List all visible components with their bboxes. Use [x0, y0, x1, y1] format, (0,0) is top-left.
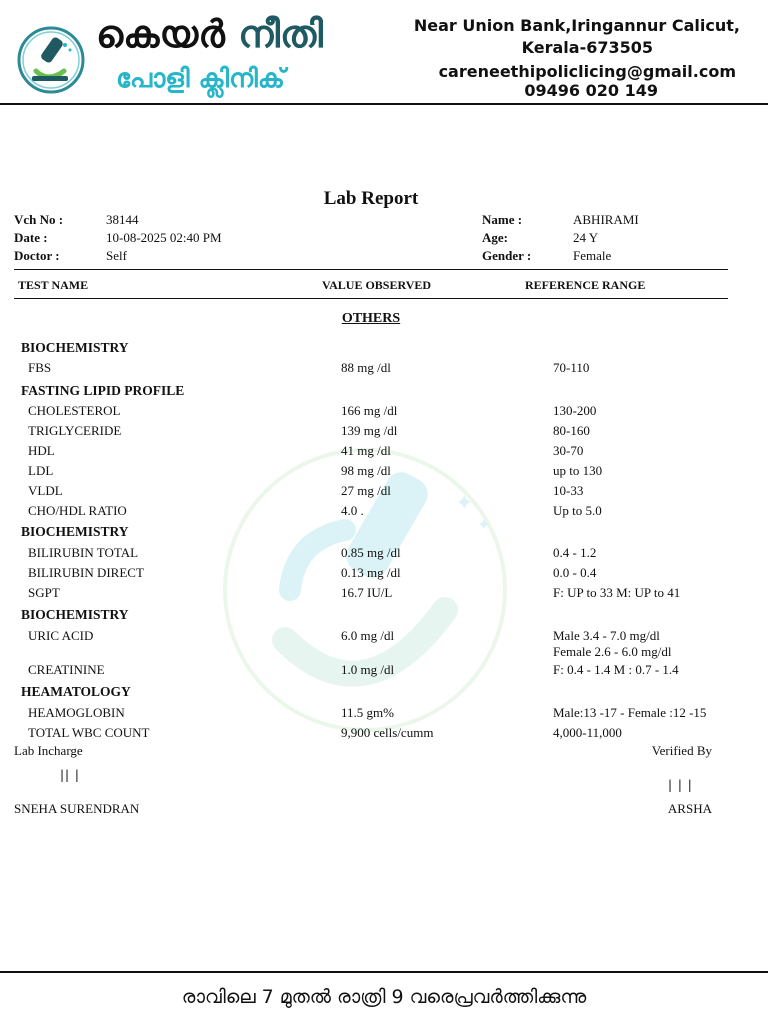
- date-value: 10-08-2025 02:40 PM: [106, 230, 222, 245]
- test-name: FBS: [28, 360, 52, 375]
- test-reference: 0.4 - 1.2: [553, 545, 597, 560]
- test-value: 139 mg /dl: [341, 423, 398, 438]
- section-heading: FASTING LIPID PROFILE: [21, 383, 185, 398]
- test-value: 9,900 cells/cumm: [341, 725, 434, 740]
- test-reference: F: 0.4 - 1.4 M : 0.7 - 1.4: [553, 662, 679, 677]
- test-value: 0.13 mg /dl: [341, 565, 401, 580]
- doctor-label: Doctor :: [14, 248, 60, 263]
- verifier-name: ARSHA: [667, 801, 712, 816]
- test-value: 27 mg /dl: [341, 483, 391, 498]
- lab-incharge-name: SNEHA SURENDRAN: [14, 801, 140, 816]
- table-header-rule: [14, 298, 728, 299]
- col-value-observed: VALUE OBSERVED: [322, 278, 432, 292]
- name-label: Name :: [482, 212, 523, 227]
- test-reference: 10-33: [553, 483, 584, 498]
- test-reference: 130-200: [553, 403, 597, 418]
- group-heading: OTHERS: [341, 311, 401, 326]
- test-reference: 80-160: [553, 423, 590, 438]
- clinic-subtitle: പോളി ക്ലിനിക്: [116, 64, 285, 94]
- address-line-1: Near Union Bank,Iringannur Calicut,: [413, 16, 740, 35]
- test-name: CHOLESTEROL: [28, 403, 121, 418]
- test-name: VLDL: [28, 483, 63, 498]
- verifier-signature: | | |: [668, 778, 693, 792]
- test-reference: up to 130: [553, 463, 603, 478]
- gender-label: Gender :: [482, 248, 532, 263]
- test-reference: Male:13 -17 - Female :12 -15: [553, 705, 707, 720]
- test-value: 4.0 .: [341, 503, 364, 518]
- vch-label: Vch No :: [14, 212, 64, 227]
- test-name: URIC ACID: [28, 628, 94, 643]
- verified-by-label: Verified By: [651, 743, 712, 758]
- col-reference-range: REFERENCE RANGE: [525, 278, 646, 292]
- test-name: TOTAL WBC COUNT: [28, 725, 150, 740]
- phone-number: 09496 020 149: [524, 81, 658, 100]
- footer-hours: രാവിലെ 7 മുതൽ രാത്രി 9 വരെപ്രവർത്തിക്കുന്നു: [181, 986, 587, 1008]
- age-label: Age:: [482, 230, 508, 245]
- test-name: HDL: [28, 443, 55, 458]
- report-title: Lab Report: [323, 188, 419, 209]
- lab-incharge-signature: || |: [60, 768, 80, 782]
- doctor-value: Self: [106, 248, 127, 263]
- test-name: HEAMOGLOBIN: [28, 705, 125, 720]
- test-value: 1.0 mg /dl: [341, 662, 395, 677]
- test-name: BILIRUBIN TOTAL: [28, 545, 139, 560]
- test-value: 0.85 mg /dl: [341, 545, 401, 560]
- test-value: 16.7 IU/L: [341, 585, 393, 600]
- section-heading: BIOCHEMISTRY: [21, 607, 129, 622]
- lab-incharge-label: Lab Incharge: [14, 743, 83, 758]
- section-heading: BIOCHEMISTRY: [21, 340, 129, 355]
- age-value: 24 Y: [573, 230, 599, 245]
- clinic-name: [96, 12, 323, 57]
- svg-text:✦: ✦: [477, 517, 491, 534]
- test-value: 11.5 gm%: [341, 705, 394, 720]
- test-value: 166 mg /dl: [341, 403, 398, 418]
- section-heading: HEAMATOLOGY: [21, 684, 131, 699]
- test-reference-line-2: Female 2.6 - 6.0 mg/dl: [553, 644, 672, 659]
- test-name: LDL: [28, 463, 54, 478]
- section-heading: BIOCHEMISTRY: [21, 524, 129, 539]
- test-name: CREATININE: [28, 662, 105, 677]
- col-test-name: TEST NAME: [18, 278, 89, 292]
- clinic-name-part1: കെയർ: [96, 12, 225, 56]
- table-top-rule: [14, 269, 728, 270]
- test-reference: 0.0 - 0.4: [553, 565, 597, 580]
- test-reference: 4,000-11,000: [553, 725, 622, 740]
- test-name: CHO/HDL RATIO: [28, 503, 127, 518]
- test-reference: 70-110: [553, 360, 590, 375]
- test-name: BILIRUBIN DIRECT: [28, 565, 144, 580]
- svg-text:✦: ✦: [455, 490, 474, 515]
- header-divider: [0, 103, 768, 105]
- test-value: 6.0 mg /dl: [341, 628, 395, 643]
- gender-value: Female: [573, 248, 612, 263]
- footer-divider: [0, 971, 768, 973]
- test-reference: F: UP to 33 M: UP to 41: [553, 585, 681, 600]
- test-reference: Male 3.4 - 7.0 mg/dl: [553, 628, 660, 643]
- test-value: 41 mg /dl: [341, 443, 391, 458]
- date-label: Date :: [14, 230, 48, 245]
- name-value: ABHIRAMI: [573, 212, 639, 227]
- test-name: SGPT: [28, 585, 60, 600]
- test-reference: 30-70: [553, 443, 584, 458]
- clinic-name-part2: നീതി: [238, 12, 324, 56]
- test-value: 98 mg /dl: [341, 463, 391, 478]
- test-reference: Up to 5.0: [553, 503, 602, 518]
- test-value: 88 mg /dl: [341, 360, 391, 375]
- address-line-2: Kerala-673505: [521, 38, 653, 57]
- microscope-icon: [16, 25, 86, 95]
- test-name: TRIGLYCERIDE: [28, 423, 122, 438]
- vch-value: 38144: [106, 212, 139, 227]
- email-address: careneethipoliclicing@gmail.com: [438, 62, 736, 81]
